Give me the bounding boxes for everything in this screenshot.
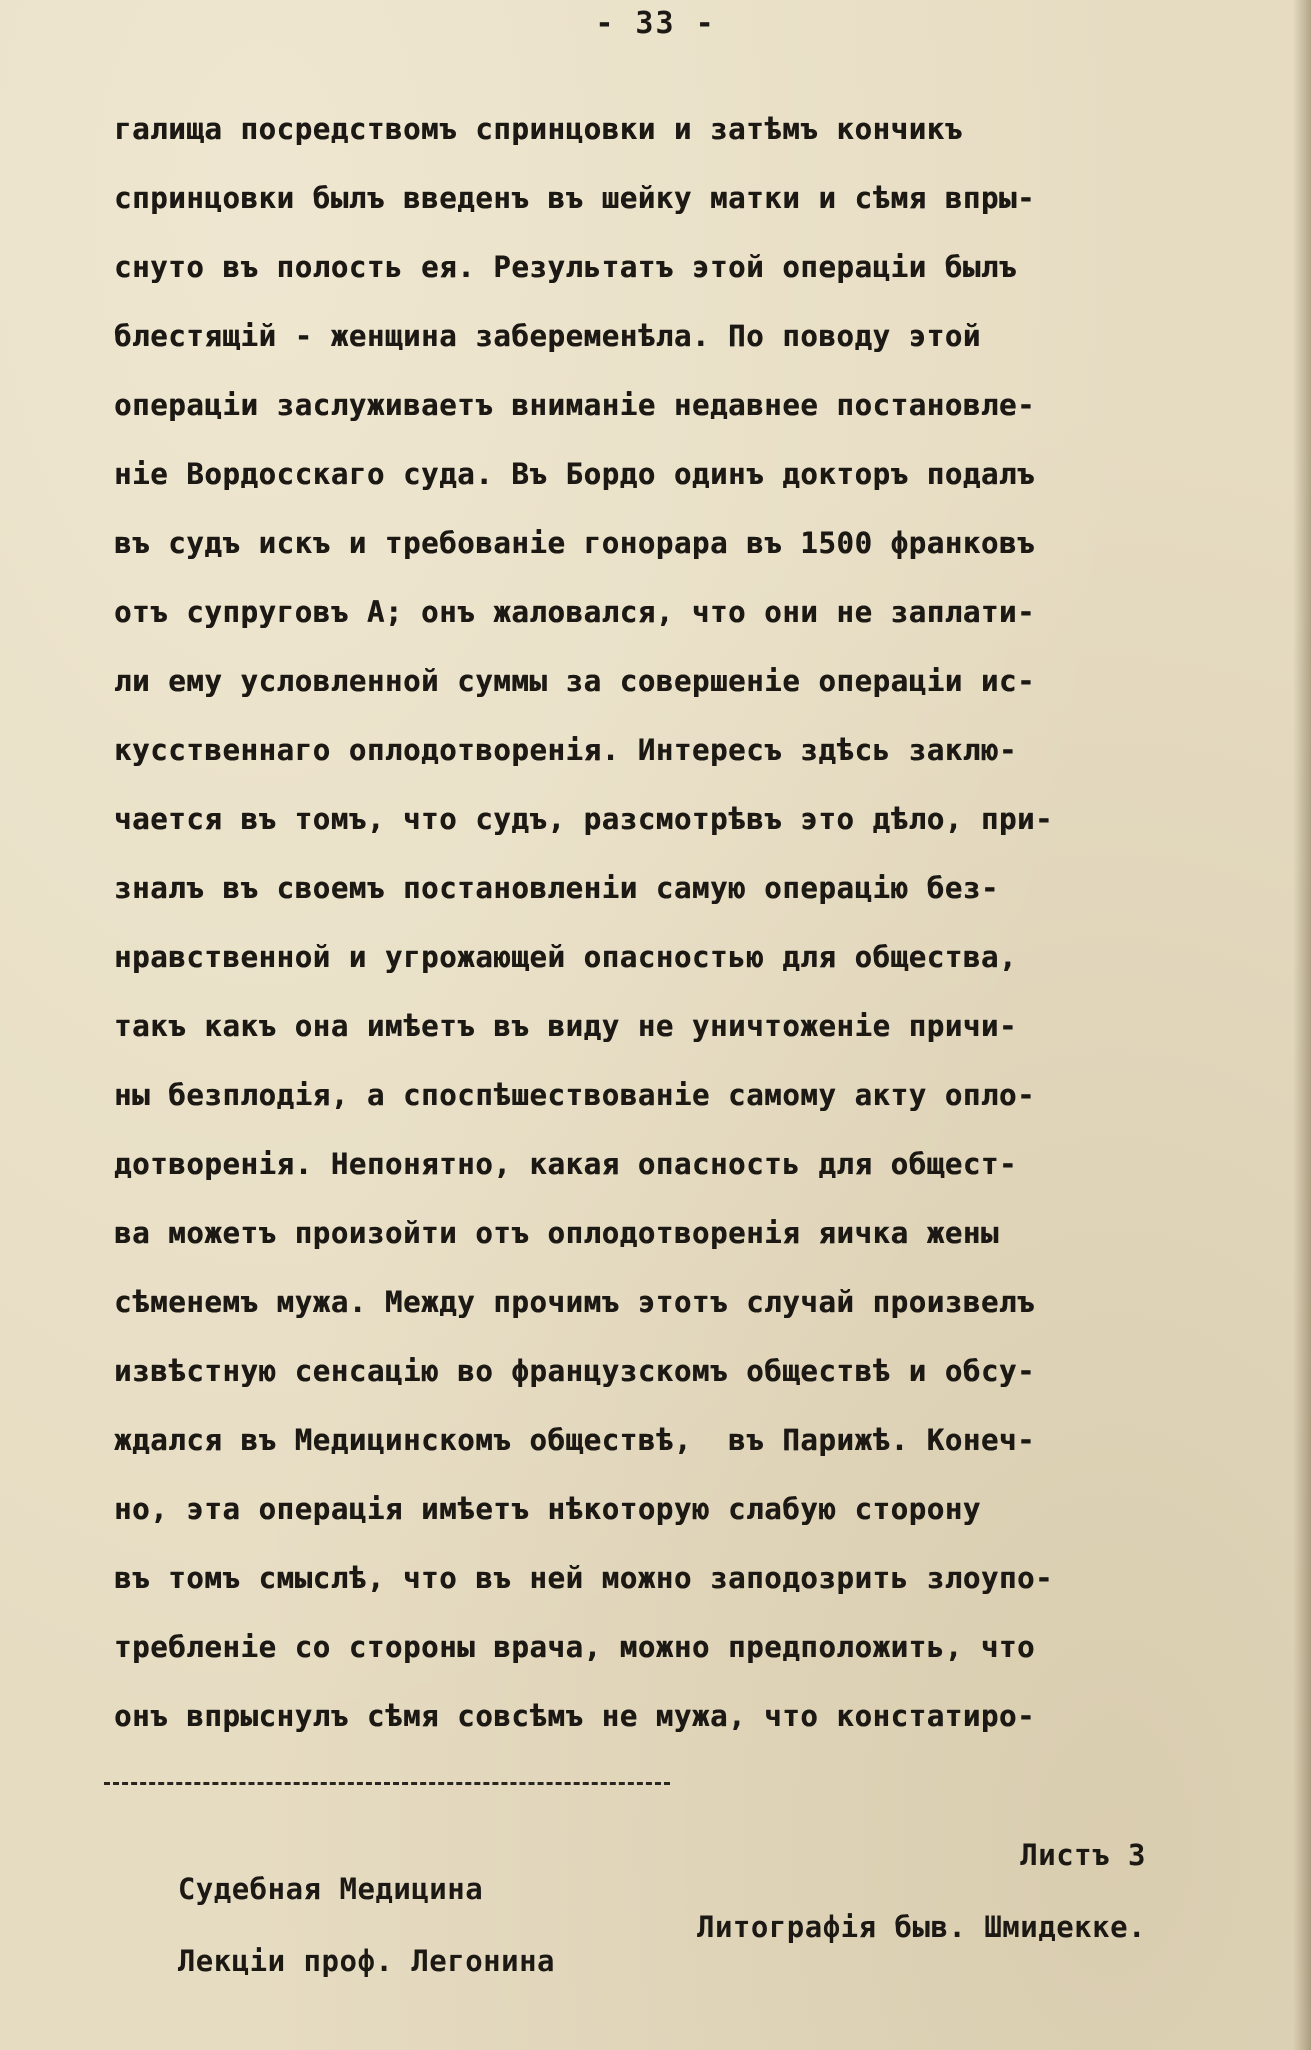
- page-number: - 33 -: [595, 6, 716, 41]
- course-title: Судебная Медицина: [177, 1872, 484, 1906]
- body-text: [114, 106, 1214, 1762]
- lithography-credit: Литографія быв. Шмидекке.: [697, 1910, 1146, 1944]
- text-line: извѣстную сенсацію во французскомъ обществѣ и обсу-: [114, 1354, 1036, 1388]
- text-line: ва можетъ произойти отъ оплодотворенія яичка жены: [114, 1216, 999, 1250]
- text-line: спринцовки былъ введенъ въ шейку матки и сѣмя впры-: [114, 181, 1036, 215]
- text-line: галища посредствомъ спринцовки и затѣмъ кончикъ: [114, 112, 963, 146]
- text-line: зналъ въ своемъ постановленіи самую операцію без-: [114, 871, 999, 905]
- page-edge-shadow: [1293, 0, 1311, 2050]
- text-line: операціи заслуживаетъ вниманіе недавнее постановле-: [114, 388, 1036, 422]
- text-line: кусственнаго оплодотворенія. Интересъ здѣсь заклю-: [114, 733, 1017, 767]
- text-line: сѣменемъ мужа. Между прочимъ этотъ случай произвелъ: [114, 1285, 1036, 1319]
- footer-divider: [104, 1782, 670, 1785]
- text-line: нравственной и угрожающей опасностью для общества,: [114, 940, 1017, 974]
- text-line: отъ супруговъ А; онъ жаловался, что они не заплати-: [114, 595, 1036, 629]
- text-line: въ судъ искъ и требованіе гонорара въ 1500 франковъ: [114, 526, 1036, 560]
- lecture-credit: Лекціи проф. Легонина: [177, 1944, 555, 1978]
- text-line: снуто въ полость ея. Результатъ этой операціи былъ: [114, 250, 1017, 284]
- text-line: онъ впрыснулъ сѣмя совсѣмъ не мужа, что констатиро-: [114, 1699, 1036, 1733]
- text-line: ны безплодія, а споспѣшествованіе самому акту опло-: [114, 1078, 1036, 1112]
- text-line: чается въ томъ, что судъ, разсмотрѣвъ это дѣло, при-: [114, 802, 1054, 836]
- sheet-number: Листъ 3: [1020, 1838, 1146, 1872]
- text-line: такъ какъ она имѣетъ въ виду не уничтоженіе причи-: [114, 1009, 1017, 1043]
- text-line: блестящій - женщина забеременѣла. По поводу этой: [114, 319, 981, 353]
- footer-row-credits: [106, 1910, 1146, 2046]
- text-line: ждался въ Медицинскомъ обществѣ, въ Парижѣ. Конеч-: [114, 1423, 1036, 1457]
- text-line: ли ему условленной суммы за совершеніе операціи ис-: [114, 664, 1036, 698]
- text-line: требленіе со стороны врача, можно предположить, что: [114, 1630, 1036, 1664]
- text-line: ніе Вордосскаго суда. Въ Бордо одинъ докторъ подалъ: [114, 457, 1036, 491]
- text-line: въ томъ смыслѣ, что въ ней можно заподозрить злоупо-: [114, 1561, 1054, 1595]
- text-line: дотворенія. Непонятно, какая опасность для общест-: [114, 1147, 1017, 1181]
- text-line: но, эта операція имѣетъ нѣкоторую слабую сторону: [114, 1492, 981, 1526]
